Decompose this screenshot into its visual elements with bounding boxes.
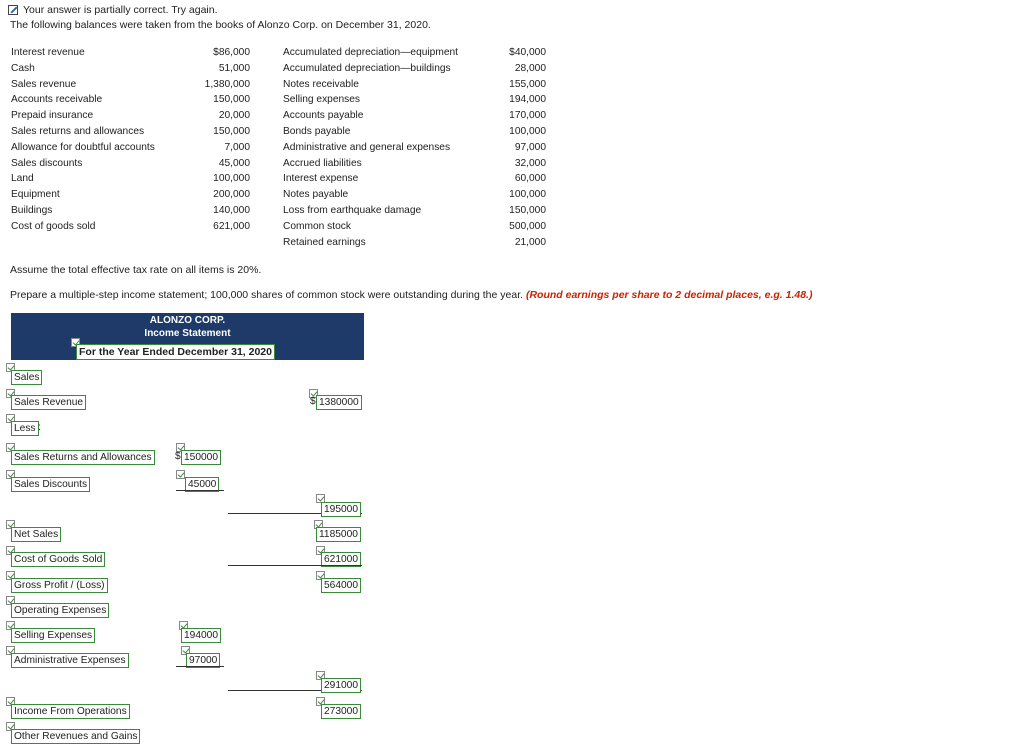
balance-value: 1,380,000	[204, 78, 250, 90]
sales-revenue-select[interactable]: Sales Revenue	[11, 395, 86, 410]
operating-expenses-select[interactable]: Operating Expenses	[11, 603, 109, 618]
income-operations-input[interactable]: 273000	[321, 704, 361, 719]
instructions	[10, 289, 812, 301]
check-icon	[176, 470, 185, 479]
balance-label: Notes receivable	[283, 78, 359, 90]
cogs-select[interactable]: Cost of Goods Sold	[11, 552, 105, 567]
underline	[228, 565, 362, 566]
balance-label: Interest expense	[283, 173, 359, 185]
balance-label: Buildings	[11, 204, 53, 216]
underline	[176, 490, 224, 491]
balance-label: Sales returns and allowances	[11, 125, 145, 137]
balance-value: 100,000	[509, 125, 546, 137]
status-message: Your answer is partially correct. Try again.	[23, 4, 218, 16]
answer-status	[8, 4, 218, 16]
balance-label: Accrued liabilities	[283, 157, 362, 169]
dollar-sign: $	[175, 451, 181, 462]
balance-value: 100,000	[509, 189, 546, 201]
balance-value: 28,000	[514, 62, 546, 74]
net-sales-input[interactable]: 1185000	[316, 527, 361, 542]
balance-value: 21,000	[514, 236, 546, 248]
balance-label: Accumulated depreciation—equipment	[283, 47, 458, 58]
balance-value: 150,000	[213, 94, 250, 106]
problem-intro: The following balances were taken from the books of Alonzo Corp. on December 31, 2020.	[10, 19, 431, 31]
instructions-text: Prepare a multiple-step income statement; 100,000 shares of common stock were outstanding during the year.	[10, 289, 524, 301]
balance-value: 32,000	[514, 157, 546, 169]
gross-profit-input[interactable]: 564000	[321, 578, 361, 593]
balance-value: 200,000	[213, 189, 250, 201]
balance-value: 194,000	[509, 94, 546, 106]
admin-expenses-input[interactable]: 97000	[186, 653, 220, 668]
selling-expenses-select[interactable]: Selling Expenses	[11, 628, 95, 643]
balance-value: 500,000	[509, 220, 546, 232]
balance-value: 51,000	[218, 62, 250, 74]
balance-label: Interest revenue	[11, 47, 85, 58]
balance-label: Equipment	[11, 189, 60, 201]
balance-label: Common stock	[283, 220, 351, 232]
balance-value: $40,000	[509, 47, 546, 58]
selling-expenses-input[interactable]: 194000	[181, 628, 221, 643]
other-revenues-select[interactable]: Other Revenues and Gains	[11, 729, 140, 744]
rounding-hint: (Round earnings per share to 2 decimal places, e.g. 1.48.)	[525, 289, 813, 301]
underline	[176, 666, 224, 667]
cogs-input[interactable]: 621000	[321, 552, 361, 567]
sales-discounts-input[interactable]: 45000	[185, 477, 219, 492]
sales-heading-select[interactable]: Sales	[11, 370, 42, 385]
balance-label: Sales discounts	[11, 157, 83, 169]
period-select[interactable]: For the Year Ended December 31, 2020	[76, 344, 275, 360]
balances-left-values	[180, 45, 250, 235]
balance-value: 621,000	[213, 220, 250, 232]
balance-label: Notes payable	[283, 189, 349, 201]
dollar-sign: $	[310, 396, 316, 407]
less-select[interactable]: Less	[11, 421, 39, 436]
net-sales-select[interactable]: Net Sales	[11, 527, 61, 542]
balances-right-values	[476, 45, 546, 250]
balance-label: Allowance for doubtful accounts	[11, 141, 155, 153]
deductions-total-input[interactable]: 195000	[321, 502, 361, 517]
balances-left-labels	[11, 45, 155, 235]
operating-expenses-total-input[interactable]: 291000	[321, 678, 361, 693]
balance-value: 170,000	[509, 110, 546, 122]
balance-value: 155,000	[509, 78, 546, 90]
sales-returns-select[interactable]: Sales Returns and Allowances	[11, 450, 155, 465]
income-operations-select[interactable]: Income From Operations	[11, 704, 130, 719]
balances-right-labels	[283, 45, 458, 250]
balance-label: Accumulated depreciation—buildings	[283, 62, 451, 74]
statement-title: Income Statement	[144, 328, 231, 339]
balance-value: 20,000	[218, 110, 250, 122]
balance-label: Administrative and general expenses	[283, 141, 451, 153]
balance-label: Retained earnings	[283, 236, 366, 248]
balance-label: Land	[11, 173, 34, 185]
balance-value: 100,000	[213, 173, 250, 185]
balance-value: 97,000	[514, 141, 546, 153]
balance-value: 150,000	[509, 204, 546, 216]
balance-label: Prepaid insurance	[11, 110, 94, 122]
balance-label: Cash	[11, 62, 35, 74]
balance-label: Sales revenue	[11, 78, 77, 90]
balance-label: Cost of goods sold	[11, 220, 96, 232]
balance-value: 140,000	[213, 204, 250, 216]
tax-rate-note: Assume the total effective tax rate on all items is 20%.	[10, 264, 262, 276]
less-colon: :	[38, 422, 41, 433]
gross-profit-select[interactable]: Gross Profit / (Loss)	[11, 578, 108, 593]
balance-label: Accounts receivable	[11, 94, 103, 106]
sales-discounts-select[interactable]: Sales Discounts	[11, 477, 90, 492]
balance-label: Bonds payable	[283, 125, 351, 137]
balance-label: Accounts payable	[283, 110, 364, 122]
sales-returns-input[interactable]: 150000	[181, 450, 221, 465]
balance-value: 45,000	[218, 157, 250, 169]
balance-value: 7,000	[224, 141, 250, 153]
company-name: ALONZO CORP.	[149, 315, 226, 326]
balance-label: Selling expenses	[283, 94, 361, 106]
balance-value: $86,000	[213, 47, 250, 58]
pencil-icon	[8, 5, 18, 15]
admin-expenses-select[interactable]: Administrative Expenses	[11, 653, 129, 668]
balance-label: Loss from earthquake damage	[283, 204, 422, 216]
balance-value: 150,000	[213, 125, 250, 137]
balance-value: 60,000	[514, 173, 546, 185]
sales-revenue-input[interactable]: 1380000	[316, 395, 362, 410]
